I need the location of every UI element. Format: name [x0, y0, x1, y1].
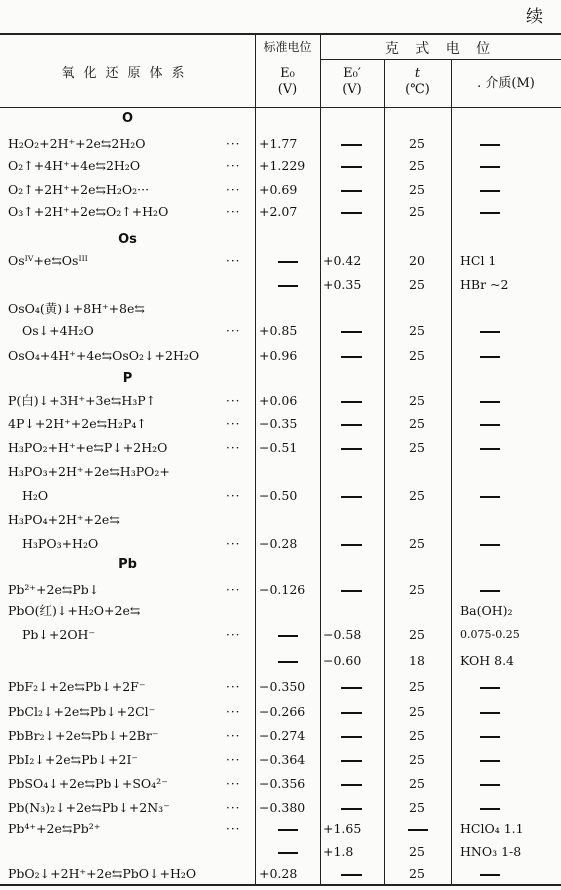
e0p-dash	[341, 874, 362, 876]
e0p-dash	[341, 590, 362, 592]
e0p-dash	[341, 496, 362, 498]
table-bottom-rule	[0, 884, 561, 886]
e0p-dash	[341, 760, 362, 762]
t-value: 25	[409, 728, 425, 743]
leader-dots: ···	[226, 324, 241, 338]
redox-system: Pb⁴⁺+2e⇆Pb²⁺	[8, 821, 101, 836]
medium-dash	[480, 356, 500, 358]
header-formal-potential: 克 式 电 位	[384, 41, 497, 57]
e0-value: +0.85	[259, 323, 298, 338]
e0-dash	[278, 852, 298, 854]
t-value: 25	[409, 348, 425, 363]
leader-dots: ···	[226, 489, 241, 503]
redox-system: OsO₄(黄)↓+8H⁺+8e⇆	[8, 301, 145, 316]
e0-value: −0.126	[259, 582, 306, 597]
leader-dots: ···	[226, 394, 241, 408]
medium-dash	[480, 760, 500, 762]
medium-value: Ba(OH)₂	[460, 603, 513, 618]
e0p-dash	[341, 166, 362, 168]
redox-system: OsO₄+4H⁺+4e⇆OsO₂↓+2H₂O	[8, 348, 200, 363]
col-divider-4	[451, 59, 452, 884]
e0p-dash	[341, 784, 362, 786]
e0p-value: +0.42	[323, 253, 362, 268]
e0-dash	[278, 829, 298, 831]
medium-dash	[480, 144, 500, 146]
redox-system: 4P↓+2H⁺+2e⇆H₂P₄↑	[8, 416, 147, 431]
redox-system: Os↓+4H₂O	[22, 323, 94, 338]
medium-value: KOH 8.4	[460, 653, 515, 668]
redox-system: O₃↑+2H⁺+2e⇆O₂↑+H₂O	[8, 204, 169, 219]
e0-value: +1.77	[259, 136, 298, 151]
t-dash	[408, 829, 428, 831]
e0p-dash	[341, 448, 362, 450]
leader-dots: ···	[226, 753, 241, 767]
redox-system: PbI₂↓+2e⇆Pb↓+2I⁻	[8, 752, 138, 767]
redox-system: PbO₂↓+2H⁺+2e⇆PbO↓+H₂O	[8, 866, 197, 881]
header-bottom-rule	[0, 107, 561, 108]
header-e0p: E₀′	[343, 66, 361, 81]
redox-system: H₃PO₃+2H⁺+2e⇆H₃PO₂+	[8, 464, 170, 479]
medium-dash	[480, 212, 500, 214]
redox-system: PbCl₂↓+2e⇆Pb↓+2Cl⁻	[8, 704, 156, 719]
table-top-rule	[0, 33, 561, 35]
leader-dots: ···	[226, 680, 241, 694]
e0p-dash	[341, 190, 362, 192]
e0-value: +0.28	[259, 866, 298, 881]
medium-dash	[480, 190, 500, 192]
medium-value: HClO₄ 1.1	[460, 821, 524, 836]
medium-dash	[480, 687, 500, 689]
leader-dots: ···	[226, 441, 241, 455]
redox-system: Pb(N₃)₂↓+2e⇆Pb↓+2N₃⁻	[8, 800, 170, 815]
e0-value: −0.266	[259, 704, 306, 719]
t-value: 25	[409, 536, 425, 551]
redox-system: H₃PO₃+H₂O	[22, 536, 99, 551]
section-heading: O	[121, 111, 134, 126]
leader-dots: ···	[226, 777, 241, 791]
leader-dots: ···	[226, 822, 241, 836]
redox-system: O₂↑+4H⁺+4e⇆2H₂O	[8, 158, 141, 173]
t-value: 25	[409, 627, 425, 642]
header-sub-rule	[320, 59, 561, 60]
t-value: 20	[409, 253, 425, 268]
redox-system: PbO(红)↓+H₂O+2e⇆	[8, 603, 141, 618]
t-value: 25	[409, 158, 425, 173]
e0-value: −0.364	[259, 752, 306, 767]
e0p-value: +0.35	[323, 277, 362, 292]
redox-system: H₂O	[22, 488, 49, 503]
leader-dots: ···	[226, 801, 241, 815]
medium-dash	[480, 590, 500, 592]
e0-value: +2.07	[259, 204, 298, 219]
e0p-value: +1.8	[323, 844, 354, 859]
e0-value: +0.96	[259, 348, 298, 363]
redox-system: Pb²⁺+2e⇆Pb↓	[8, 582, 100, 597]
t-value: 25	[409, 323, 425, 338]
t-value: 25	[409, 679, 425, 694]
t-value: 25	[409, 704, 425, 719]
medium-dash	[480, 874, 500, 876]
header-e0-unit: (V)	[277, 82, 298, 97]
redox-system: H₂O₂+2H⁺+2e⇆2H₂O	[8, 136, 146, 151]
t-value: 25	[409, 393, 425, 408]
t-value: 25	[409, 182, 425, 197]
medium-dash	[480, 166, 500, 168]
t-value: 25	[409, 582, 425, 597]
medium-dash	[480, 401, 500, 403]
medium-dash	[480, 808, 500, 810]
e0p-value: +1.65	[323, 821, 362, 836]
e0-value: −0.350	[259, 679, 306, 694]
header-medium: . 介质(M)	[477, 76, 535, 91]
header-standard-potential: 标准电位	[263, 40, 312, 54]
t-value: 25	[409, 136, 425, 151]
medium-value: HNO₃ 1-8	[460, 844, 522, 859]
redox-system: H₃PO₄+2H⁺+2e⇆	[8, 512, 120, 527]
t-value: 18	[409, 653, 425, 668]
e0p-dash	[341, 736, 362, 738]
leader-dots: ···	[226, 628, 241, 642]
col-divider-2	[320, 33, 321, 884]
e0-value: −0.274	[259, 728, 306, 743]
header-temperature-unit: (℃)	[405, 82, 430, 97]
medium-value: 0.075-0.25	[460, 628, 520, 641]
leader-dots: ···	[226, 417, 241, 431]
e0-dash	[278, 285, 298, 287]
redox-system: Osᴵⱽ+e⇆Osᴵᴵᴵ	[8, 253, 88, 268]
t-value: 25	[409, 752, 425, 767]
header-e0: E₀	[280, 66, 295, 81]
leader-dots: ···	[226, 205, 241, 219]
e0p-value: −0.60	[323, 653, 362, 668]
e0p-dash	[341, 687, 362, 689]
continued-label: 续	[526, 7, 543, 27]
e0p-dash	[341, 331, 362, 333]
medium-dash	[480, 448, 500, 450]
e0p-dash	[341, 424, 362, 426]
t-value: 25	[409, 776, 425, 791]
leader-dots: ···	[226, 254, 241, 268]
e0p-dash	[341, 401, 362, 403]
e0p-dash	[341, 808, 362, 810]
leader-dots: ···	[226, 137, 241, 151]
e0p-dash	[341, 144, 362, 146]
medium-dash	[480, 784, 500, 786]
e0-value: +0.69	[259, 182, 298, 197]
e0-value: −0.50	[259, 488, 298, 503]
e0-dash	[278, 261, 298, 263]
leader-dots: ···	[226, 183, 241, 197]
header-e0p-unit: (V)	[342, 82, 362, 97]
col-divider-3	[384, 59, 385, 884]
e0-value: −0.51	[259, 440, 298, 455]
e0p-dash	[341, 544, 362, 546]
e0-value: −0.380	[259, 800, 306, 815]
e0-value: −0.356	[259, 776, 306, 791]
leader-dots: ···	[226, 583, 241, 597]
redox-system: PbSO₄↓+2e⇆Pb↓+SO₄²⁻	[8, 776, 168, 791]
e0p-value: −0.58	[323, 627, 362, 642]
header-system: 氧化还原体系	[61, 66, 194, 81]
e0p-dash	[341, 212, 362, 214]
redox-system: PbBr₂↓+2e⇆Pb↓+2Br⁻	[8, 728, 159, 743]
e0p-dash	[341, 356, 362, 358]
e0-value: −0.28	[259, 536, 298, 551]
redox-system: PbF₂↓+2e⇆Pb↓+2F⁻	[8, 679, 146, 694]
t-value: 25	[409, 416, 425, 431]
t-value: 25	[409, 866, 425, 881]
e0-value: +0.06	[259, 393, 298, 408]
col-divider-1	[255, 33, 256, 884]
leader-dots: ···	[226, 537, 241, 551]
e0-value: +1.229	[259, 158, 306, 173]
t-value: 25	[409, 800, 425, 815]
e0-value: −0.35	[259, 416, 298, 431]
t-value: 25	[409, 844, 425, 859]
redox-system: P(白)↓+3H⁺+3e⇆H₃P↑	[8, 393, 157, 408]
e0-dash	[278, 635, 298, 637]
t-value: 25	[409, 488, 425, 503]
medium-dash	[480, 712, 500, 714]
medium-dash	[480, 496, 500, 498]
header-temperature: t	[414, 66, 421, 81]
medium-dash	[480, 736, 500, 738]
medium-value: HCl 1	[460, 253, 497, 268]
section-heading: Pb	[118, 557, 137, 572]
t-value: 25	[409, 440, 425, 455]
leader-dots: ···	[226, 729, 241, 743]
redox-system: O₂↑+2H⁺+2e⇆H₂O₂···	[8, 182, 150, 197]
leader-dots: ···	[226, 705, 241, 719]
redox-system: H₃PO₂+H⁺+e⇆P↓+2H₂O	[8, 440, 168, 455]
medium-dash	[480, 544, 500, 546]
e0-dash	[278, 661, 298, 663]
t-value: 25	[409, 277, 425, 292]
t-value: 25	[409, 204, 425, 219]
medium-dash	[480, 424, 500, 426]
e0p-dash	[341, 712, 362, 714]
section-heading: P	[122, 371, 133, 386]
medium-value: HBr ~2	[460, 277, 509, 292]
redox-system: Pb↓+2OH⁻	[22, 627, 96, 642]
medium-dash	[480, 331, 500, 333]
leader-dots: ···	[226, 159, 241, 173]
section-heading: Os	[118, 232, 137, 247]
